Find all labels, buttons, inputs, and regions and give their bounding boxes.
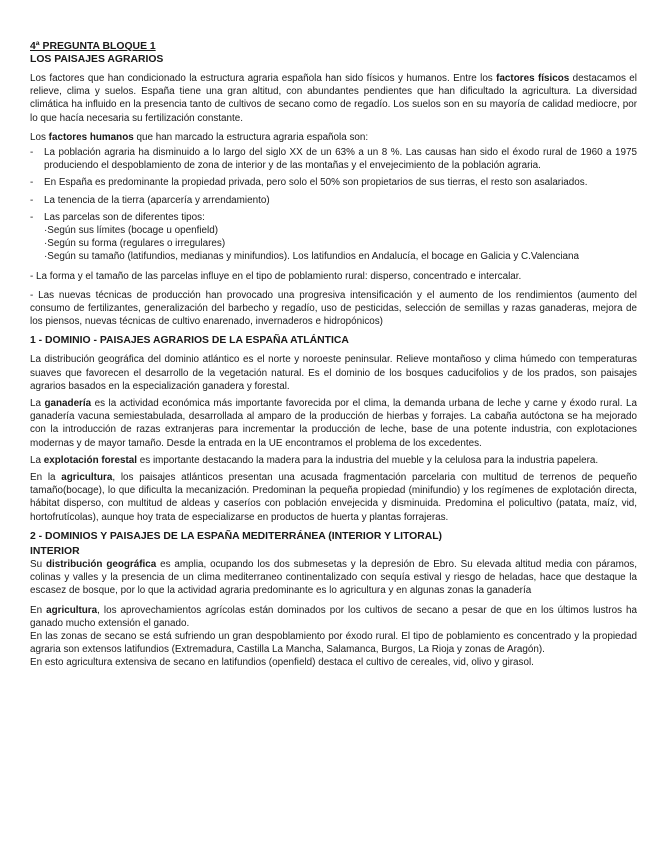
human-factors-paragraph: Los factores humanos que han marcado la estructura agraria española son:	[30, 131, 369, 143]
ganaderia-term: ganadería	[44, 398, 92, 410]
sec1-agricultura-paragraph: En la agricultura, los paisajes atlánticos presentan una acusada fragmentación parcelaria con multitud de terrenos de pequeño tamaño(bocage), lo que dificulta la mecanización. Predominan la pequeña propiedad (minifundio) y los regímenes de explotación directa, hábitat disperso, con multitud de aldeas y caseríos con población envejecida y disminuida. Predomina el policultivo (patata, maíz, vid, hortofrutícolas), aunque hoy trata de especializarse en productos de huerta y plantas forrajeras.	[30, 472, 637, 523]
parcel-sub-limites: ·Según sus límites (bocage u openfield)	[44, 225, 219, 237]
sec1-distribucion-paragraph: La distribución geográfica del dominio atlántico es el norte y noroeste peninsular. Relieve montañoso y clima húmedo con temperaturas suaves que favorecen el desarrollo de la vegetación natural. Es el dominio de los bosques caducifolios y de los prados, son paisajes agrarios basados en la especialización ganadera y forestal.	[30, 354, 637, 392]
sec2-secano-paragraph: En las zonas de secano se está sufriendo un gran despoblamiento por éxodo rural. El tipo de poblamiento es concentrado y la propiedad agraria son extensos latifundios (Extremadura, Castilla La Mancha, Salamanca, Burgos, La Rioja y zonas de Aragón).	[30, 630, 637, 656]
page-title: LOS PAISAJES AGRARIOS	[30, 54, 164, 65]
bullet-poblacion: - La población agraria ha disminuido a lo largo del siglo XX de un 63% a un 8 %. Las causas han sido el éxodo rural de 1960 a 1975 produciendo el despoblamiento de zona de interior y de las montañas y el envejecimiento de la población agraria.	[30, 147, 637, 172]
agricultura-term: agricultura	[61, 472, 113, 484]
section-1-heading: 1 - DOMINIO - PAISAJES AGRARIOS DE LA ESPAÑA ATLÁNTICA	[30, 335, 349, 347]
factores-humanos-term: factores humanos	[48, 131, 134, 143]
sec2-latifundios-paragraph: En esto agricultura extensiva de secano en latifundios (openfield) destaca el cultivo de cereales, vid, olivo y girasol.	[30, 657, 534, 669]
nuevas-tecnicas-paragraph: - Las nuevas técnicas de producción han provocado una progresiva intensificación y el aumento de los rendimientos (aumento del consumo de fertilizantes, generalización del barbecho y regadío, uso de pesticidas, selección de semillas y razas ganaderas, mejora de los piensos, nuevas técnicas de cultivo enarenado, invernaderos e hidropónicos)	[30, 289, 637, 328]
bullet-tenencia: - La tenencia de la tierra (aparcería y arrendamiento)	[30, 194, 270, 206]
factores-fisicos-term: factores físicos	[496, 73, 570, 84]
document-page	[30, 40, 637, 670]
section-2-heading: 2 - DOMINIOS Y PAISAJES DE LA ESPAÑA MEDITERRÁNEA (INTERIOR Y LITORAL)	[30, 530, 443, 542]
header-label: 4ª PREGUNTA BLOQUE 1	[30, 41, 156, 52]
interior-subheading: INTERIOR	[30, 545, 80, 557]
sec2-distribucion-paragraph: Su distribución geográfica es amplia, ocupando los dos submesetas y la depresión de Ebro. Su elevada altitud media con páramos, colinas y valles y la presencia de un clima mediterraneo continentalizado con sequía estival y riesgo de heladas, hace que destaque la escasez de bosque, por lo que la actividad agraria predominante es lo agricultura y en algunas zonas la ganadería	[30, 558, 637, 597]
sec2-agricultura-paragraph: En agricultura, los aprovechamientos agrícolas están dominados por los cultivos de secano a pesar de que en los últimos lustros ha ganado mucho extensión el ganado.	[30, 604, 638, 629]
agricultura-term-2: agricultura	[46, 604, 98, 616]
parcel-sub-forma: ·Según su forma (regulares o irregulares)	[44, 238, 226, 250]
sec1-forestal-paragraph: La explotación forestal es importante destacando la madera para la industria del mueble y la celulosa para la industria papelera.	[30, 454, 599, 466]
bullet-propiedad: - En España es predominante la propiedad privada, pero solo el 50% son propietarios de sus tierras, el resto son asalariados.	[30, 177, 588, 189]
sec1-ganaderia-paragraph: La ganadería es la actividad económica más importante favorecida por el clima, la demanda urbana de leche y carne y éxodo rural. La ganadería vacuna semiestabulada, desarrollada al amparo de la producción de hierbas y forrajes. La cabaña autóctona se ha mejorado con la introducción de razas extranjeras para incrementar la producción de leche, base de una potente industria, con explotaciones modernas y de mayor tamaño. Desde la entrada en la UE encontramos el problema de los excedentes.	[30, 398, 638, 449]
forma-tamano-line: - La forma y el tamaño de las parcelas influye en el tipo de poblamiento rural: disperso, concentrado e intercalar.	[30, 270, 522, 282]
distribucion-geografica-term: distribución geográfica	[45, 558, 157, 570]
bullet-parcelas: - Las parcelas son de diferentes tipos:	[30, 211, 205, 223]
explotacion-forestal-term: explotación forestal	[43, 454, 138, 466]
parcel-sub-tamano: ·Según su tamaño (latifundios, medianas y minifundios). Los latifundios en Andalucía, el bocage en Galicia y C.Valenciana	[44, 251, 580, 263]
intro-paragraph: Los factores que han condicionado la estructura agraria española han sido físicos y humanos. Entre los factores físicos destacamos el relieve, clima y suelos. España tiene una gran altitud, con abundantes pendientes que han dificultado la agricultura. La diversidad climática ha influido en la presencia tanto de cultivos de secano como de regadío. Los suelos son en su mayoría de calidad mediocre, por lo que hacía necesaria su fertilización constante.	[30, 73, 637, 124]
